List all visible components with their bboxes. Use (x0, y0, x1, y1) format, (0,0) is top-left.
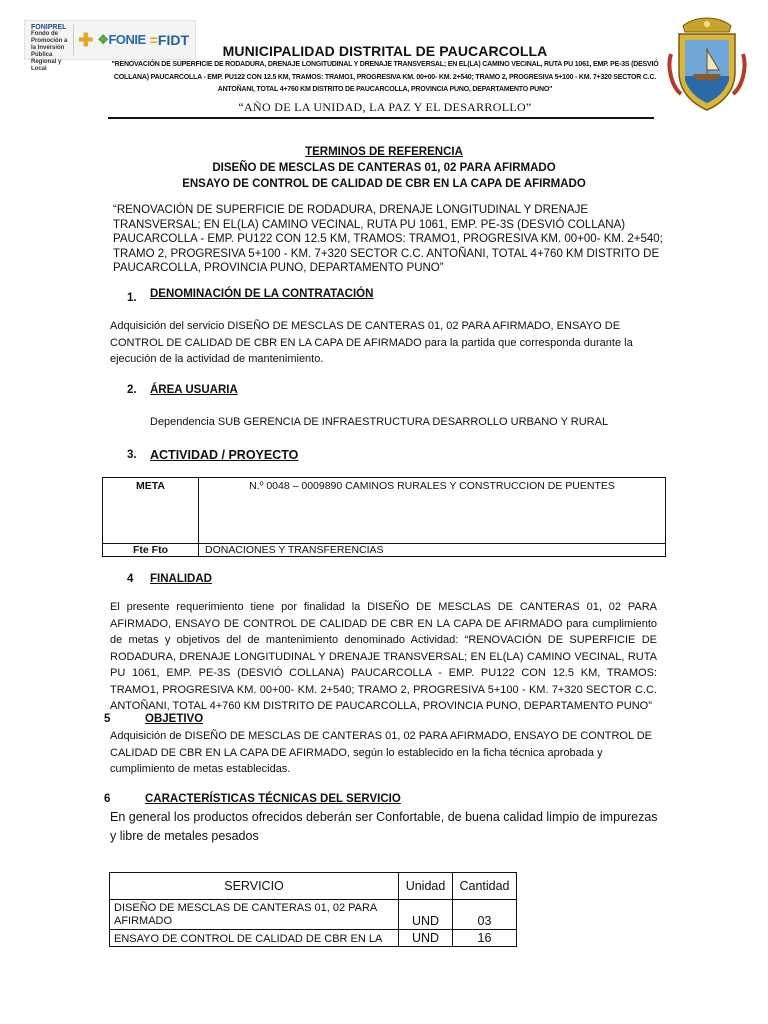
section-1-heading: 1. (127, 292, 137, 304)
fonie-logo: ❖FONIE (97, 32, 146, 47)
service-cell: ENSAYO DE CONTROL DE CALIDAD DE CBR EN LA (110, 930, 399, 947)
table-header-row (110, 873, 517, 900)
section-6-number: 6 (104, 793, 111, 805)
fte-value: DONACIONES Y TRANSFERENCIAS (199, 544, 666, 557)
section-1-body: Adquisición del servicio DISEÑO DE MESCLAS DE CANTERAS 01, 02 PARA AFIRMADO, ENSAYO DE CONTROL DE CALIDAD DE CBR EN LA CAPA DE AFIRMADO para la partida que corresponda durante la ejecución de la actividad de mantenimiento. (110, 320, 633, 365)
service-table (109, 872, 517, 947)
section-6-body: En general los productos ofrecidos deberán ser Confortable, de buena calidad limpio de impurezas y libre de metales pesados (110, 810, 658, 843)
activity-table (102, 477, 666, 557)
section-5-body: Adquisición de DISEÑO DE MESCLAS DE CANTERAS 01, 02 PARA AFIRMADO, ENSAYO DE CONTROL DE CALIDAD DE CBR EN LA CAPA DE AFIRMADO, según lo establecido en la ficha técnica aprobada y cumplimiento de metas establecidas. (110, 730, 653, 775)
col-header-cantidad: Cantidad (453, 873, 517, 900)
section-2-title: ÁREA USUARIA (150, 384, 238, 396)
fte-label: Fte Fto (103, 544, 199, 557)
year-motto: “AÑO DE LA UNIDAD, LA PAZ Y EL DESARROLLO” (238, 100, 532, 114)
table-row (103, 544, 666, 557)
header-divider (108, 117, 654, 119)
section-3-title: ACTIVIDAD / PROYECTO (150, 448, 299, 462)
unit-cell: UND (399, 930, 453, 947)
section-5-number: 5 (104, 713, 111, 725)
section-4-number: 4 (127, 573, 134, 585)
col-header-unidad: Unidad (399, 873, 453, 900)
service-cell: DISEÑO DE MESCLAS DE CANTERAS 01, 02 PARA AFIRMADO (110, 900, 399, 930)
section-2-number: 2. (127, 384, 137, 396)
plus-icon: ✚ (78, 30, 94, 50)
section-3-number: 3. (127, 449, 137, 461)
quantity-cell: 16 (453, 930, 517, 947)
section-2-body: Dependencia SUB GERENCIA DE INFRAESTRUCTURA DESARROLLO URBANO Y RURAL (150, 416, 609, 428)
tdr-subtitle-1: DISEÑO DE MESCLAS DE CANTERAS 01, 02 PARA AFIRMADO (212, 162, 556, 174)
project-name-paragraph: “RENOVACIÓN DE SUPERFICIE DE RODADURA, DRENAJE LONGITUDINAL Y DRENAJE TRANSVERSAL; EN EL(LA) CAMINO VECINAL, RUTA PU 1061, EMP. PE-3S (DESVIÓ COLLANA) PAUCARCOLLA - EMP. PU122 CON 12.5 KM, TRAMOS: TRAMO1, PROGRESIVA KM. 00+00- KM. 2+540; TRAMO 2, PROGRESIVA 5+100 - KM. 7+320 SECTOR C.C. ANTOÑANI, TOTAL 4+760 KM DISTRITO DE PAUCARCOLLA, PROVINCIA PUNO, DEPARTAMENTO PUNO” (113, 204, 663, 274)
municipal-crest-icon (665, 14, 749, 114)
section-4-body: El presente requerimiento tiene por finalidad la DISEÑO DE MESCLAS DE CANTERAS 01, 02 PARA AFIRMADO, ENSAYO DE CONTROL DE CALIDAD DE CBR EN LA CAPA DE AFIRMADO para cumplimiento de metas y objetivos del de mantenimiento denominado Actividad: “RENOVACIÓN DE SUPERFICIE DE RODADURA, DRENAJE LONGITUDINAL Y DRENAJE TRANSVERSAL; EN EL(LA) CAMINO VECINAL, RUTA PU 1061, EMP. PE-3S (DESVIÓ COLLANA) PAUCARCOLLA - EMP. PU122 CON 12.5 KM, TRAMOS: TRAMO1, PROGRESIVA KM. 00+00- KM. 2+540; TRAMO 2, PROGRESIVA 5+100 - KM. 7+320 SECTOR C.C. ANTOÑANI, TOTAL 4+760 KM DISTRITO DE PAUCARCOLLA, PROVINCIA PUNO, DEPARTAMENTO PUNO” (110, 601, 657, 712)
section-6-title: CARACTERÍSTICAS TÉCNICAS DEL SERVICIO (145, 793, 401, 805)
document-heading (150, 144, 618, 192)
unit-cell: UND (399, 900, 453, 930)
meta-value: N.º 0048 – 0009890 CAMINOS RURALES Y CONSTRUCCION DE PUENTES (199, 478, 666, 544)
table-row (110, 900, 517, 930)
table-row (103, 478, 666, 544)
header-project-subtitle: "RENOVACIÓN DE SUPERFICIE DE RODADURA, DRENAJE LONGITUDINAL Y DRENAJE TRANSVERSAL; EN EL(LA) CAMINO VECINAL, RUTA PU 1061, EMP. PE-3S (DESVIÓ COLLANA) PAUCARCOLLA - EMP. PU122 CON 12.5 KM, TRAMOS: TRAMO1, PROGRESIVA KM. 00+00- KM. 2+540; TRAMO 2, PROGRESIVA 5+100 - KM. 7+320 SECTOR C.C. ANTOÑANI, TOTAL 4+760 KM DISTRITO DE PAUCARCOLLA, PROVINCIA PUNO, DEPARTAMENTO PUNO" (111, 61, 659, 93)
funding-logos (24, 20, 196, 72)
section-4-title: FINALIDAD (150, 573, 212, 585)
table-row (110, 930, 517, 947)
leaf-icon: ❖ (97, 32, 109, 47)
foniprel-logo: FONIPREL Fondo de Promoción a la Inversión Pública Regional y Local (31, 24, 74, 56)
section-5-title: OBJETIVO (145, 713, 204, 725)
equals-icon: = (149, 32, 158, 48)
tdr-subtitle-2: ENSAYO DE CONTROL DE CALIDAD DE CBR EN LA CAPA DE AFIRMADO (182, 178, 586, 190)
meta-label: META (103, 478, 199, 544)
quantity-cell: 03 (453, 900, 517, 930)
fidt-logo: =FIDT (149, 32, 189, 48)
section-1-title: DENOMINACIÓN DE LA CONTRATACIÓN (150, 288, 374, 300)
col-header-servicio: SERVICIO (110, 873, 399, 900)
municipality-title: MUNICIPALIDAD DISTRITAL DE PAUCARCOLLA (222, 43, 548, 59)
tdr-title: TERMINOS DE REFERENCIA (305, 146, 463, 158)
